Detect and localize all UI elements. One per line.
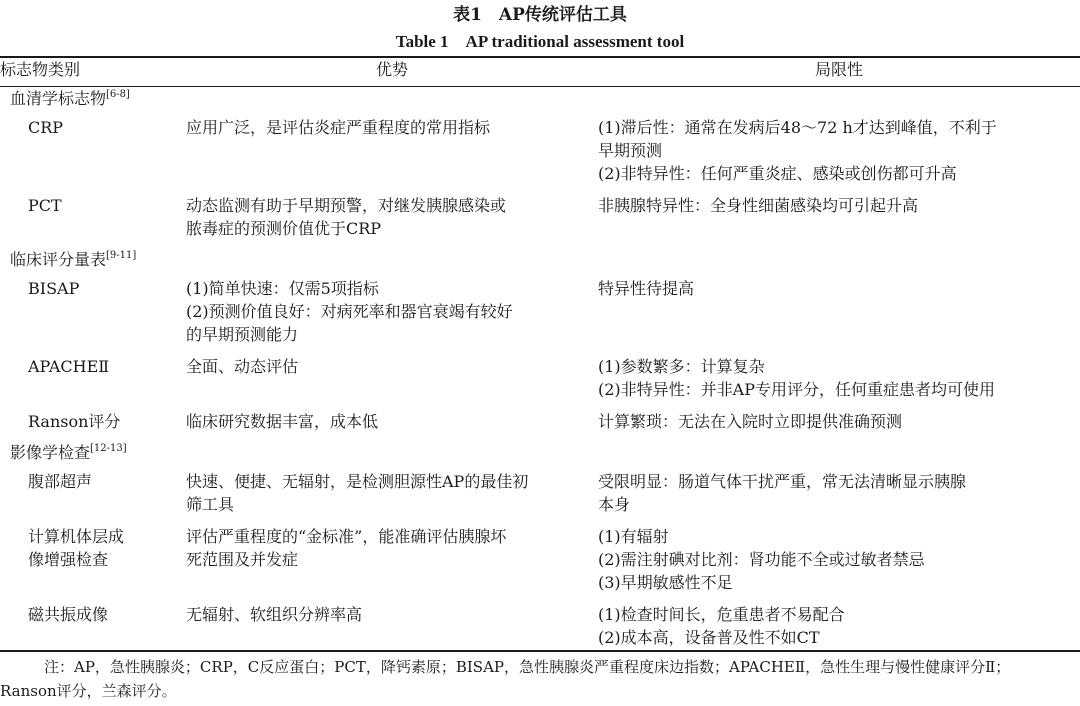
table-row (0, 468, 1080, 523)
cell-line: 全面、动态评估 (186, 357, 299, 376)
cell-line: (2)成本高，设备普及性不如CT (598, 628, 820, 647)
cell-line: 非胰腺特异性：全身性细菌感染均可引起升高 (598, 196, 919, 215)
table-row (0, 408, 1080, 440)
advantages-cell (186, 192, 598, 247)
cell-line: 动态监测有助于早期预警，对继发胰腺感染或 (186, 196, 507, 215)
cell-line: 受限明显：肠道气体干扰严重，常无法清晰显示胰腺 (598, 472, 967, 491)
table-title-cn: 表1 AP传统评估工具 (453, 5, 627, 25)
marker-name-cell (0, 114, 186, 192)
cell-line: 死范围及并发症 (186, 550, 299, 569)
table-body (0, 86, 1080, 656)
cell-line: 本身 (598, 495, 631, 514)
advantages-cell (186, 353, 598, 408)
cell-line: (2)非特异性：并非AP专用评分，任何重症患者均可使用 (598, 380, 995, 399)
cell-line: 计算机体层成 (28, 527, 125, 546)
cell-line: 应用广泛，是评估炎症严重程度的常用指标 (186, 118, 491, 137)
citation-ref: [9-11] (106, 250, 137, 261)
marker-name-cell (0, 192, 186, 247)
cell-line: (2)非特异性：任何严重炎症、感染或创伤都可升高 (598, 164, 957, 183)
cell-line: (1)简单快速：仅需5项指标 (186, 279, 379, 298)
cell-line: (1)检查时间长，危重患者不易配合 (598, 605, 845, 624)
cell-line: 特异性待提高 (598, 279, 695, 298)
note-line: Ranson评分，兰森评分。 (0, 682, 177, 700)
group-row (0, 247, 1080, 275)
limitations-cell (598, 275, 1080, 353)
marker-name-cell (0, 408, 186, 440)
cell-line: 无辐射、软组织分辨率高 (186, 605, 363, 624)
advantages-cell (186, 523, 598, 601)
group-name: 血清学标志物 (10, 89, 107, 108)
group-title (0, 440, 1080, 468)
cell-line: (1)有辐射 (598, 527, 669, 546)
group-name: 影像学检查 (10, 443, 91, 462)
header-limitations: 局限性 (814, 60, 863, 79)
table-row (0, 353, 1080, 408)
marker-name-cell (0, 275, 186, 353)
limitations-cell (598, 114, 1080, 192)
limitations-cell (598, 192, 1080, 247)
table-row (0, 275, 1080, 353)
note-line: 注：AP，急性胰腺炎；CRP，C反应蛋白；PCT，降钙素原；BISAP，急性胰腺炎严重程度床边指数；APACHEⅡ，急性生理与慢性健康评分Ⅱ； (44, 658, 1011, 676)
cell-line: 筛工具 (186, 495, 235, 514)
limitations-cell (598, 523, 1080, 601)
cell-line: 早期预测 (598, 141, 663, 160)
citation-ref: [12-13] (90, 443, 127, 454)
group-name: 临床评分量表 (10, 250, 107, 269)
cell-line: APACHEⅡ (28, 357, 110, 376)
cell-line: 脓毒症的预测价值优于CRP (186, 219, 382, 238)
header-advantages: 优势 (375, 60, 408, 79)
limitations-cell (598, 408, 1080, 440)
advantages-cell (186, 468, 598, 523)
table-row (0, 114, 1080, 192)
marker-name-cell (0, 468, 186, 523)
cell-line: 像增强检查 (28, 550, 109, 569)
citation-ref: [6-8] (106, 89, 130, 100)
cell-line: BISAP (28, 279, 80, 298)
advantages-cell (186, 275, 598, 353)
group-title (0, 247, 1080, 275)
cell-line: PCT (28, 196, 62, 215)
cell-line: 的早期预测能力 (186, 325, 299, 344)
assessment-table (0, 58, 1080, 656)
advantages-cell (186, 114, 598, 192)
cell-line: (2)预测价值良好：对病死率和器官衰竭有较好 (186, 302, 513, 321)
cell-line: 计算繁琐：无法在入院时立即提供准确预测 (598, 412, 903, 431)
table-row (0, 523, 1080, 601)
table-title-en: Table 1 AP traditional assessment tool (395, 32, 685, 51)
cell-line: CRP (28, 118, 64, 137)
cell-line: 临床研究数据丰富，成本低 (186, 412, 379, 431)
cell-line: Ranson评分 (28, 412, 121, 431)
marker-name-cell (0, 353, 186, 408)
table-note (0, 655, 1074, 703)
cell-line: (1)参数繁多：计算复杂 (598, 357, 765, 376)
cell-line: 磁共振成像 (28, 605, 109, 624)
table-row (0, 192, 1080, 247)
group-row (0, 86, 1080, 114)
limitations-cell (598, 353, 1080, 408)
marker-name-cell (0, 523, 186, 601)
header-category: 标志物类别 (0, 60, 81, 79)
cell-line: (2)需注射碘对比剂：肾功能不全或过敏者禁忌 (598, 550, 925, 569)
group-title (0, 86, 1080, 114)
cell-line: 评估严重程度的“金标准”，能准确评估胰腺坏 (186, 527, 507, 546)
cell-line: (3)早期敏感性不足 (598, 573, 733, 592)
advantages-cell (186, 601, 598, 656)
cell-line: 快速、便捷、无辐射，是检测胆源性AP的最佳初 (186, 472, 529, 491)
cell-line: 腹部超声 (28, 472, 93, 491)
header-row (0, 58, 1080, 86)
marker-name-cell (0, 601, 186, 656)
limitations-cell (598, 601, 1080, 656)
limitations-cell (598, 468, 1080, 523)
advantages-cell (186, 408, 598, 440)
table-row (0, 601, 1080, 656)
cell-line: (1)滞后性：通常在发病后48～72 h才达到峰值，不利于 (598, 118, 997, 137)
group-row (0, 440, 1080, 468)
